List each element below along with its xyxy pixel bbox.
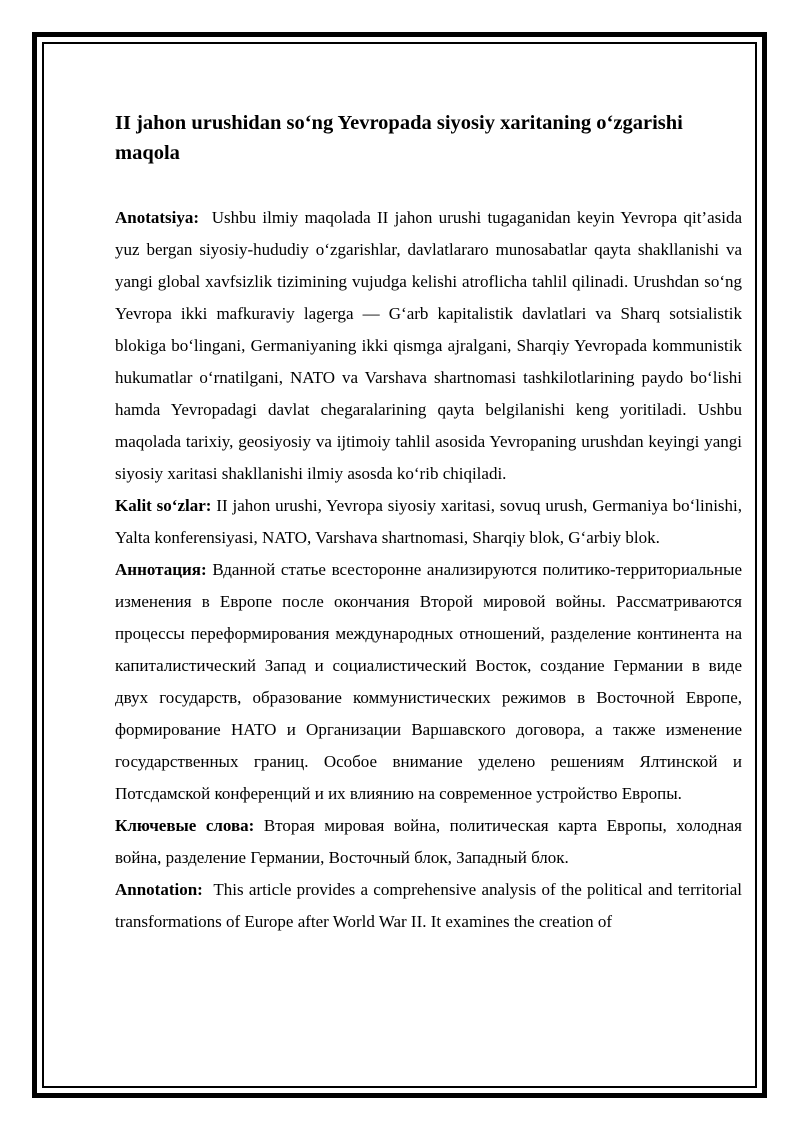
abstract-english-text: This article provides a comprehensive analysis of the political and territorial transformations of Europe after World War II. It examines the creation of bbox=[115, 880, 743, 931]
document-body bbox=[115, 108, 742, 938]
keywords-russian-label: Ключевые слова: bbox=[115, 816, 255, 835]
keywords-russian bbox=[115, 810, 742, 874]
keywords-russian-text: Вторая мировая война, политическая карта Европы, холодная война, разделение Германии, Восточный блок, Западный блок. bbox=[115, 816, 742, 867]
abstract-uzbek-text: Ushbu ilmiy maqolada II jahon urushi tugaganidan keyin Yevropa qit’asida yuz bergan siyosiy-hududiy o‘zgarishlar, davlatlararo munosabatlar qayta shakllanishi va yangi global xavfsizlik tizimining vujudga kelishi atroflicha tahlil qilinadi. Urushdan so‘ng Yevropa ikki mafkuraviy lagerga — G‘arb kapitalistik davlatlari va Sharq sotsialistik blokiga bo‘lingani, Germaniyaning ikki qismga ajralgani, Sharqiy Yevropada kommunistik hukumatlar o‘rnatilgani, NATO va Varshava shartnomasi tashkilotlarining paydo bo‘lishi hamda Yevropadagi davlat chegaralarining qayta belgilanishi keng yoritiladi. Ushbu maqolada tarixiy, geosiyosiy va ijtimoiy tahlil asosida Yevropaning urushdan keyingi yangi siyosiy xaritasi shakllanishi ilmiy asosda ko‘rib chiqiladi. bbox=[115, 208, 743, 483]
abstract-uzbek bbox=[115, 202, 742, 490]
abstract-russian-text: Вданной статье всесторонне анализируются политико-территориальные изменения в Европе после окончания Второй мировой войны. Рассматриваются процессы переформирования международных отношений, разделение континента на капиталистический Запад и социалистический Восток, создание Германии в виде двух государств, образование коммунистических режимов в Восточной Европе, формирование НАТО и Организации Варшавского договора, а также изменение государственных границ. Особое внимание уделено решениям Ялтинской и Потсдамской конференций и их влиянию на современное устройство Европы. bbox=[115, 560, 742, 803]
abstract-uzbek-label: Anotatsiya: bbox=[115, 208, 200, 227]
keywords-uzbek-label: Kalit so‘zlar: bbox=[115, 496, 212, 515]
abstract-russian-label: Аннотация: bbox=[115, 560, 207, 579]
abstract-english-label: Annotation: bbox=[115, 880, 203, 899]
abstract-english bbox=[115, 874, 742, 938]
abstract-russian bbox=[115, 554, 742, 810]
keywords-uzbek-text: II jahon urushi, Yevropa siyosiy xaritasi, sovuq urush, Germaniya bo‘linishi, Yalta konferensiyasi, NATO, Varshava shartnomasi, Sharqiy blok, G‘arbiy blok. bbox=[115, 496, 743, 547]
article-title: II jahon urushidan so‘ng Yevropada siyosiy xaritaning o‘zgarishi maqola bbox=[115, 112, 683, 164]
keywords-uzbek bbox=[115, 490, 742, 554]
